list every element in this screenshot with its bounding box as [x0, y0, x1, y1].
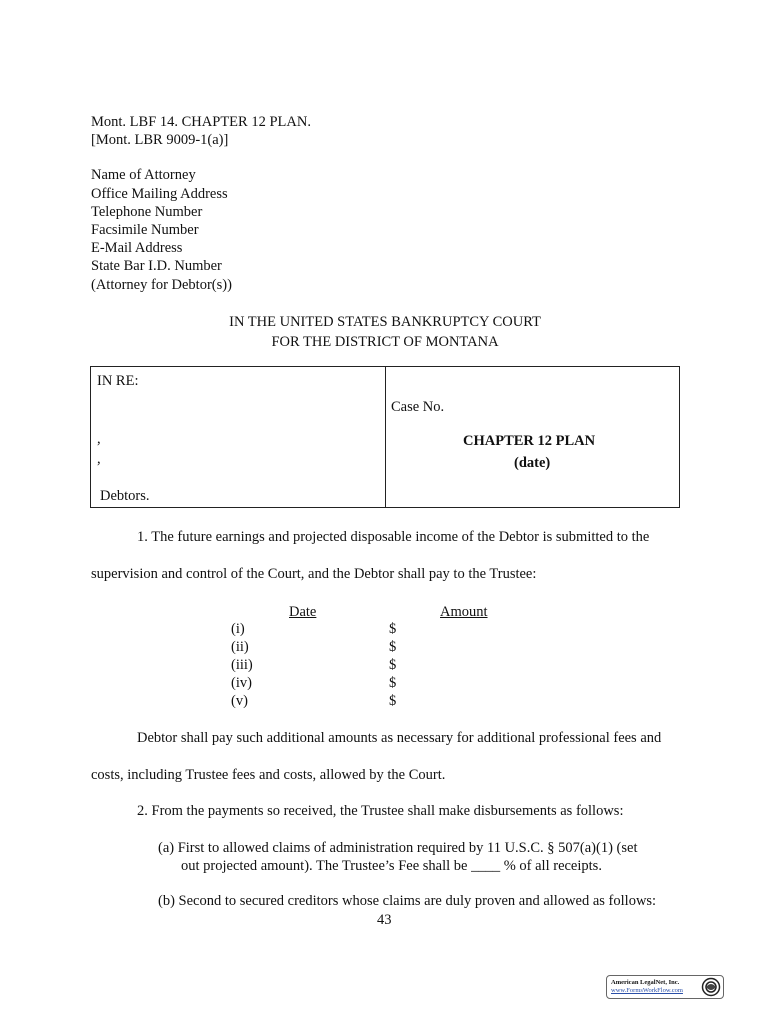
- amount-column-header: Amount: [440, 604, 488, 620]
- additional-amounts-line-1: Debtor shall pay such additional amounts as necessary for additional professional fees and: [137, 730, 662, 746]
- plan-title: CHAPTER 12 PLAN: [463, 433, 596, 449]
- schedule-row-number: (ii): [231, 639, 249, 655]
- section-2-intro: 2. From the payments so received, the Trustee shall make disbursements as follows:: [137, 803, 624, 819]
- clause-a-line-2: out projected amount). The Trustee’s Fee shall be ____ % of all receipts.: [181, 858, 602, 874]
- page-number: 43: [377, 912, 392, 928]
- additional-amounts-line-2: costs, including Trustee fees and costs, allowed by the Court.: [91, 767, 446, 783]
- case-number-label: Case No.: [391, 399, 445, 415]
- case-caption-box: [90, 366, 680, 508]
- date-column-header: Date: [289, 604, 317, 620]
- plan-date-label: (date): [514, 455, 551, 471]
- schedule-row-number: (i): [231, 621, 245, 637]
- debtor-name-line-2: ,: [97, 451, 101, 467]
- court-district: FOR THE DISTRICT OF MONTANA: [271, 334, 499, 350]
- publisher-logo-icon: [701, 977, 721, 997]
- bar-id-field: State Bar I.D. Number: [91, 258, 222, 275]
- schedule-row-amount: $: [389, 693, 397, 709]
- email-field: E-Mail Address: [91, 240, 183, 257]
- clause-a-line-1: (a) First to allowed claims of administration required by 11 U.S.C. § 507(a)(1) (set: [158, 840, 638, 856]
- in-re-label: IN RE:: [97, 373, 139, 389]
- schedule-row-amount: $: [389, 675, 397, 691]
- attorney-name-field: Name of Attorney: [91, 167, 196, 184]
- clause-b-line-1: (b) Second to secured creditors whose claims are duly proven and allowed as follows:: [158, 893, 657, 909]
- debtors-label: Debtors.: [100, 488, 150, 504]
- publisher-name: American LegalNet, Inc.: [611, 979, 680, 986]
- court-heading: [0, 312, 770, 352]
- attorney-for-label: (Attorney for Debtor(s)): [91, 276, 232, 293]
- section-1-line-2: supervision and control of the Court, and the Debtor shall pay to the Trustee:: [91, 566, 537, 582]
- telephone-field: Telephone Number: [91, 203, 203, 220]
- header-block: [91, 113, 311, 294]
- publisher-link[interactable]: www.FormsWorkFlow.com: [611, 987, 683, 994]
- schedule-row-number: (iii): [231, 657, 253, 673]
- facsimile-field: Facsimile Number: [91, 222, 199, 239]
- section-1-line-1: 1. The future earnings and projected disposable income of the Debtor is submitted to the: [137, 529, 650, 545]
- caption-divider: [385, 367, 386, 507]
- schedule-row-number: (iv): [231, 675, 252, 691]
- debtor-name-line-1: ,: [97, 431, 101, 447]
- office-address-field: Office Mailing Address: [91, 185, 228, 202]
- schedule-row-amount: $: [389, 639, 397, 655]
- court-name: IN THE UNITED STATES BANKRUPTCY COURT: [229, 314, 541, 330]
- rule-reference: [Mont. LBR 9009-1(a)]: [91, 132, 229, 149]
- schedule-row-number: (v): [231, 693, 248, 709]
- form-title: Mont. LBF 14. CHAPTER 12 PLAN.: [91, 114, 311, 130]
- publisher-badge: [606, 975, 724, 999]
- schedule-row-amount: $: [389, 621, 397, 637]
- schedule-row-amount: $: [389, 657, 397, 673]
